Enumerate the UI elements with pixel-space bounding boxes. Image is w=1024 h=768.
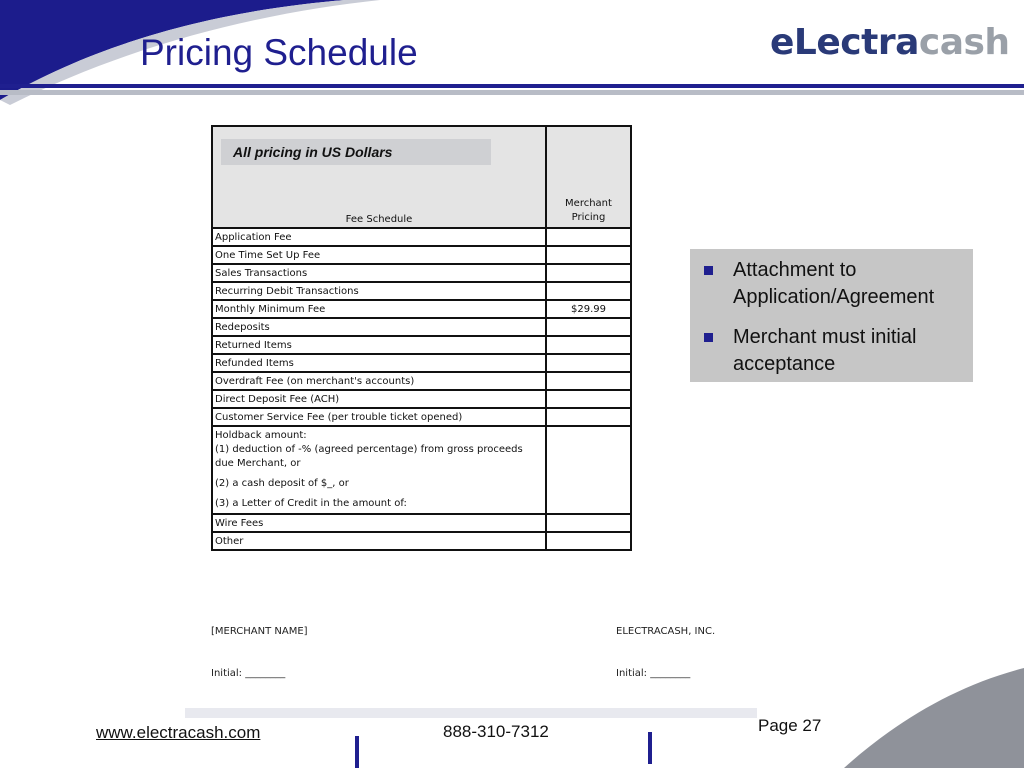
footer-divider: [355, 736, 359, 768]
header-rule-shadow: [0, 90, 1024, 95]
fee-schedule-label: Fee Schedule: [345, 214, 413, 225]
logo-text-cash: cash: [918, 22, 1010, 63]
fee-price: [546, 246, 631, 264]
fee-name: Wire Fees: [212, 514, 546, 532]
fee-price: [546, 532, 631, 550]
callout-item: [690, 324, 973, 378]
table-row: [212, 532, 631, 550]
holdback-row: [212, 426, 631, 514]
table-row: [212, 408, 631, 426]
company-name-label: ELECTRACASH, INC.: [616, 626, 716, 637]
fee-price: $29.99: [546, 300, 631, 318]
square-bullet-icon: [704, 333, 713, 342]
fee-price: [546, 354, 631, 372]
fee-schedule-header: [212, 126, 546, 228]
fee-name: Refunded Items: [212, 354, 546, 372]
fee-name: Returned Items: [212, 336, 546, 354]
callout-item: [690, 257, 973, 311]
fee-price: [546, 228, 631, 246]
holdback-line: due Merchant, or: [215, 458, 301, 469]
table-row: [212, 264, 631, 282]
logo-text-electra: eLectra: [770, 22, 919, 63]
table-row: [212, 336, 631, 354]
document-sheet-shadow: [185, 708, 757, 718]
header-rule: [0, 84, 1024, 88]
currency-note: All pricing in US Dollars: [221, 139, 491, 165]
fee-name: Sales Transactions: [212, 264, 546, 282]
fee-price: [546, 372, 631, 390]
fee-name: Overdraft Fee (on merchant's accounts): [212, 372, 546, 390]
table-row: [212, 354, 631, 372]
merchant-pricing-label-line2: Pricing: [571, 212, 606, 223]
fee-name: Monthly Minimum Fee: [212, 300, 546, 318]
merchant-pricing-label-line1: Merchant: [565, 198, 612, 209]
fee-name: Other: [212, 532, 546, 550]
callout-text: Attachment to Application/Agreement: [733, 259, 935, 308]
footer-corner-swoosh: [824, 668, 1024, 768]
table-row: [212, 318, 631, 336]
table-row: [212, 282, 631, 300]
holdback-price: [546, 426, 631, 514]
callout-text: Merchant must initial acceptance: [733, 326, 917, 375]
table-header-row: [212, 126, 631, 228]
table-row: [212, 372, 631, 390]
website-link[interactable]: www.electracash.com: [96, 723, 261, 742]
fee-price: [546, 264, 631, 282]
page-title: Pricing Schedule: [140, 32, 418, 73]
fee-name: Application Fee: [212, 228, 546, 246]
page-number: Page 27: [758, 716, 822, 735]
fee-price: [546, 282, 631, 300]
fee-name: Customer Service Fee (per trouble ticket opened): [212, 408, 546, 426]
table-row: [212, 300, 631, 318]
notes-callout: [690, 249, 973, 382]
fee-price: [546, 318, 631, 336]
fee-name: One Time Set Up Fee: [212, 246, 546, 264]
fee-name: Recurring Debit Transactions: [212, 282, 546, 300]
holdback-line: (3) a Letter of Credit in the amount of:: [215, 498, 407, 509]
holdback-line: Holdback amount:: [215, 430, 307, 441]
holdback-line: (1) deduction of -% (agreed percentage) from gross proceeds: [215, 444, 523, 455]
merchant-name-label: [MERCHANT NAME]: [211, 626, 308, 637]
fee-schedule-table: [211, 125, 632, 551]
company-initial-line: Initial: ________: [616, 668, 691, 679]
table-row: [212, 390, 631, 408]
footer-phone: 888-310-7312: [443, 722, 549, 741]
fee-price: [546, 408, 631, 426]
holdback-line: (2) a cash deposit of $_, or: [215, 478, 349, 489]
square-bullet-icon: [704, 266, 713, 275]
merchant-initial-line: Initial: ________: [211, 668, 286, 679]
footer-divider: [648, 732, 652, 764]
fee-name: Redeposits: [212, 318, 546, 336]
fee-price: [546, 336, 631, 354]
table-row: [212, 514, 631, 532]
merchant-pricing-header: [546, 126, 631, 228]
table-row: [212, 246, 631, 264]
holdback-description: [212, 426, 546, 514]
fee-price: [546, 514, 631, 532]
table-row: [212, 228, 631, 246]
fee-name: Direct Deposit Fee (ACH): [212, 390, 546, 408]
electracash-logo: [770, 22, 1010, 63]
fee-price: [546, 390, 631, 408]
